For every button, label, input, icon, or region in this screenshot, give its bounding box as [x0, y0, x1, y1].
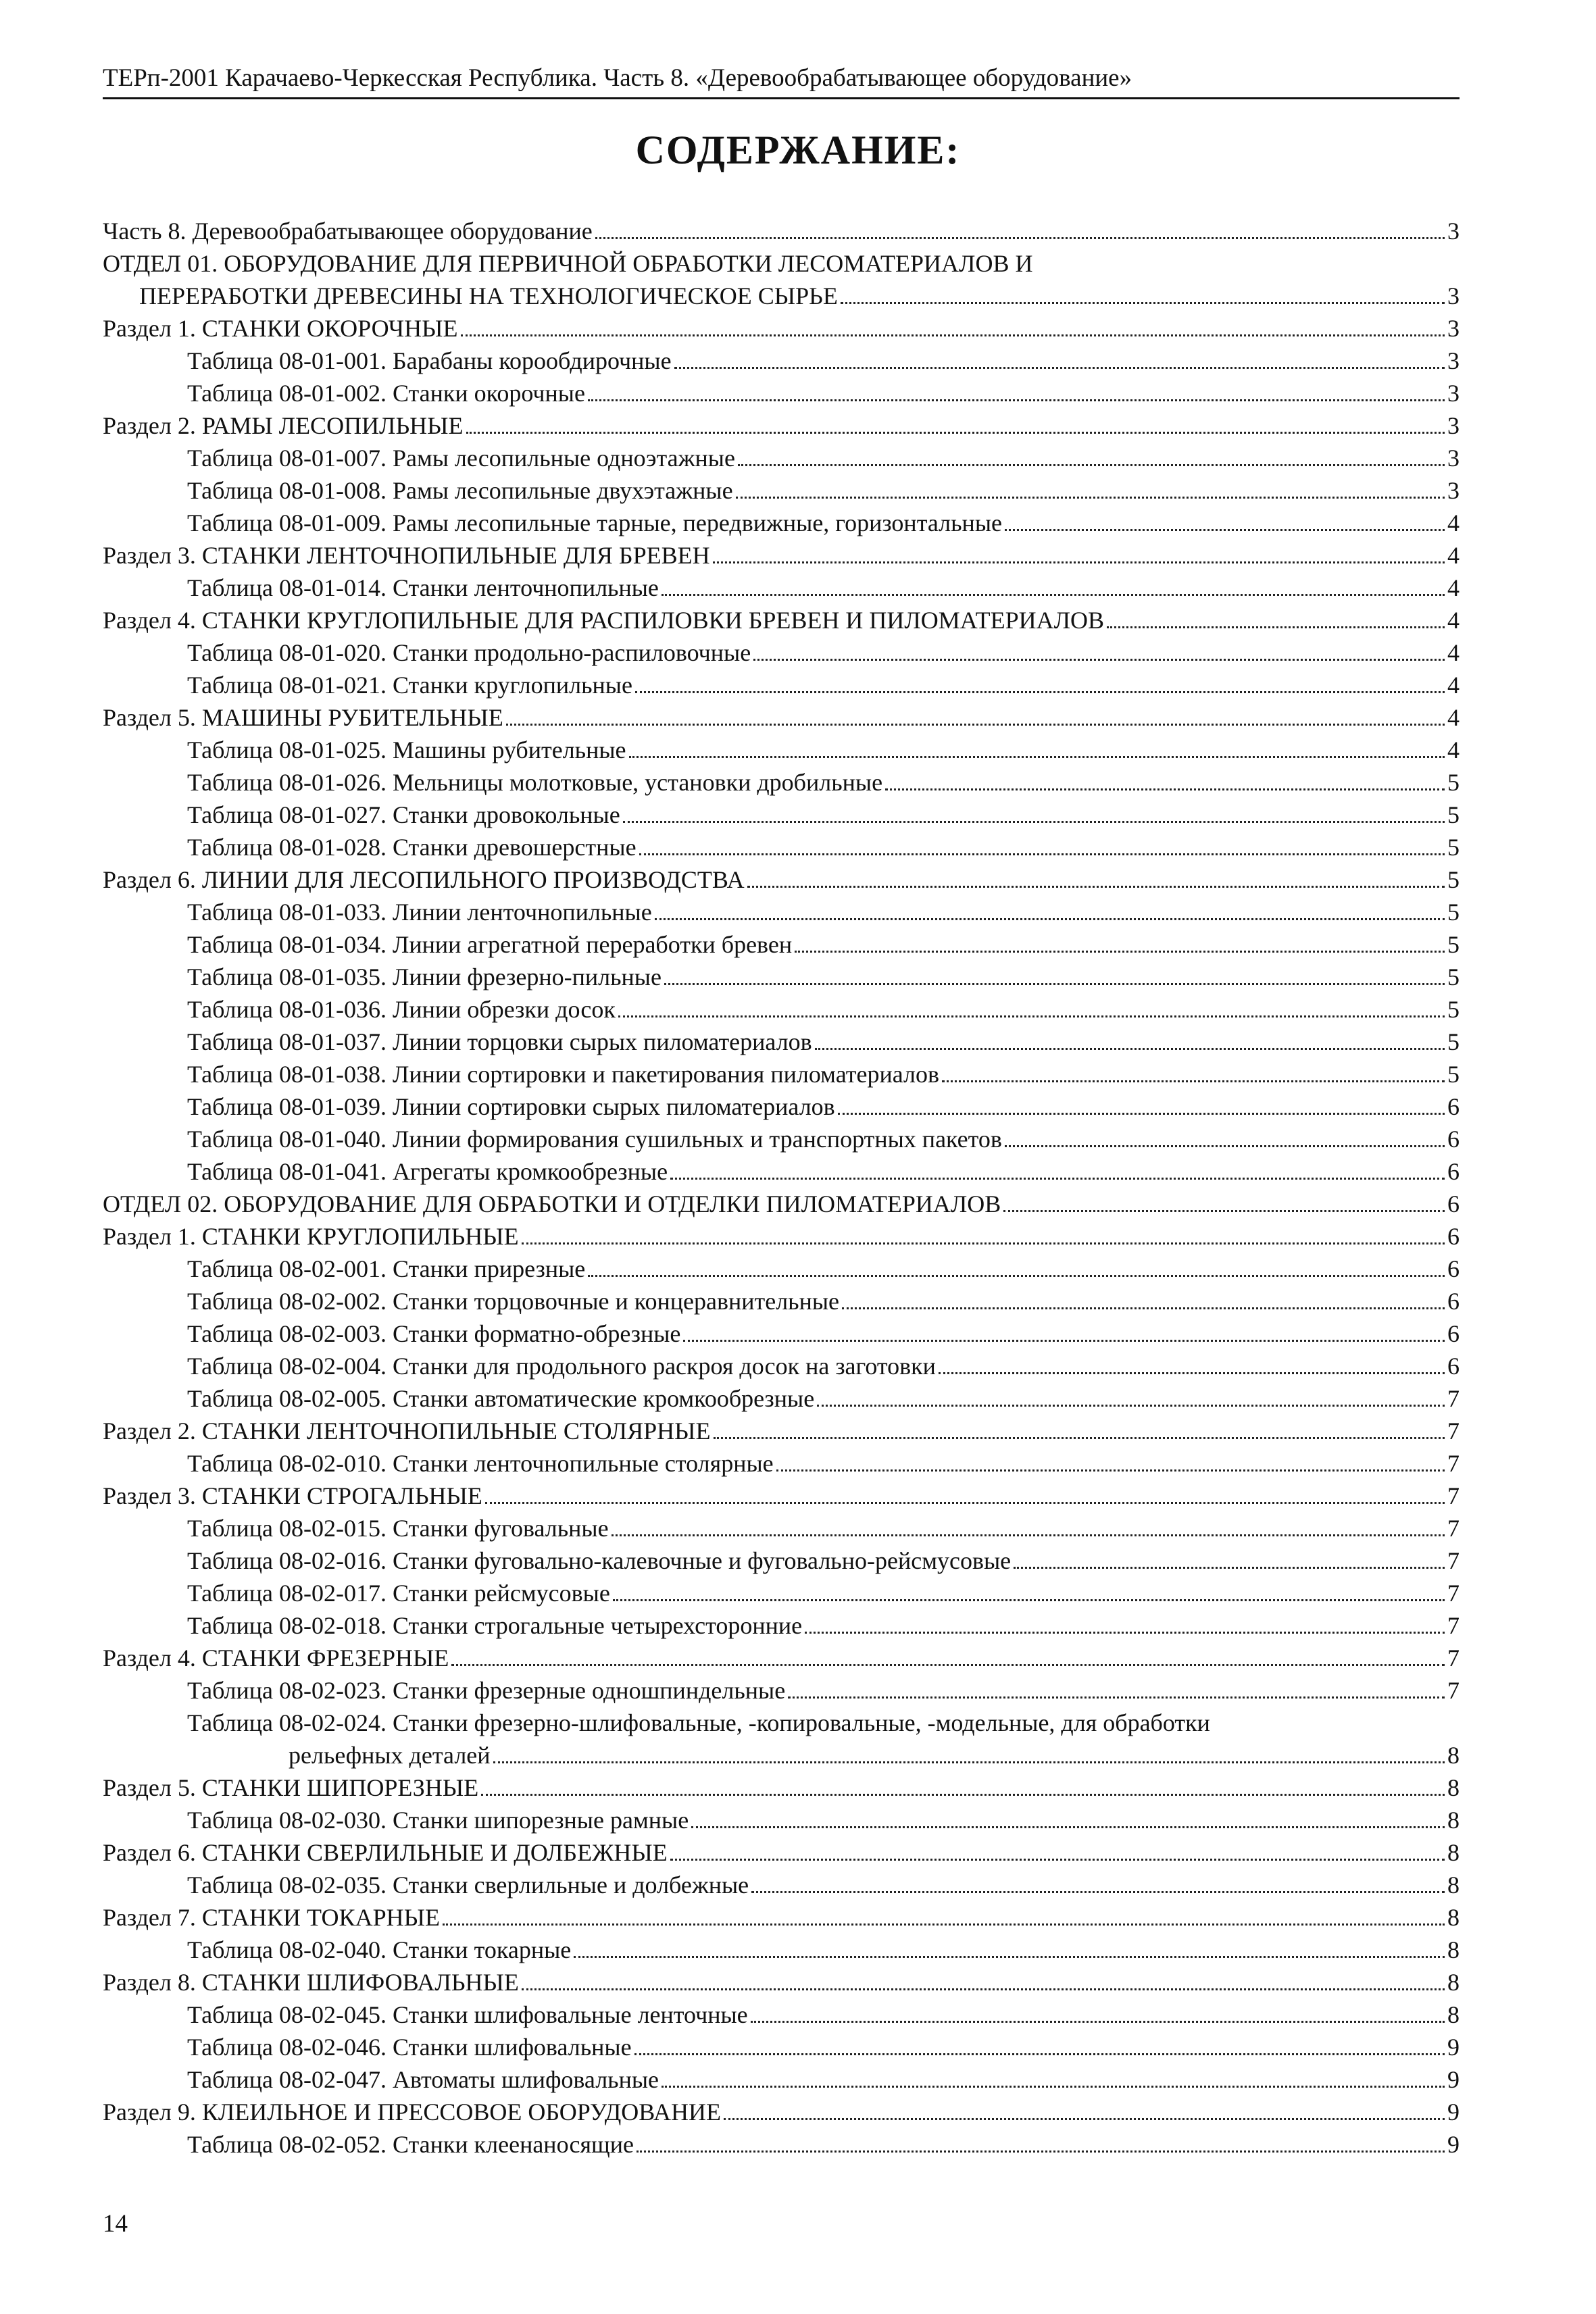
- toc-entry-row: [187, 1512, 1460, 1544]
- dot-leader: [443, 1903, 1445, 1926]
- toc-entry-page: 4: [1447, 607, 1460, 634]
- toc-entry-title: Таблица 08-01-038. Линии сортировки и пакетирования пиломатериалов: [187, 1061, 939, 1088]
- toc-entry-row: [187, 1350, 1460, 1382]
- toc-entry-row: [187, 1577, 1460, 1609]
- dot-leader: [736, 476, 1445, 499]
- toc-entry-title: Раздел 5. МАШИНЫ РУБИТЕЛЬНЫЕ: [103, 704, 503, 731]
- dot-leader: [842, 1287, 1445, 1309]
- toc-entry-row: [187, 928, 1460, 961]
- toc-entry: [103, 1642, 1460, 1674]
- toc-entry-row: [187, 1155, 1460, 1188]
- toc-entry: [103, 312, 1460, 345]
- dot-leader: [662, 2065, 1445, 2088]
- toc-entry-title: Таблица 08-02-023. Станки фрезерные одношпиндельные: [187, 1677, 786, 1704]
- toc-entry-page: 6: [1447, 1255, 1460, 1282]
- toc-entry-title: Таблица 08-01-039. Линии сортировки сырых пиломатериалов: [187, 1093, 835, 1120]
- toc-entry-page: 6: [1447, 1093, 1460, 1120]
- toc-entry: [103, 1415, 1460, 1447]
- toc-entry-row: [187, 1804, 1460, 1836]
- toc-entry: [187, 1285, 1460, 1317]
- dot-leader: [738, 444, 1445, 466]
- toc-entry: [103, 604, 1460, 636]
- toc-entry-page: 4: [1447, 542, 1460, 569]
- toc-entry-row: [103, 1188, 1460, 1220]
- dot-leader: [522, 1222, 1445, 1244]
- toc-entry: [187, 993, 1460, 1026]
- toc-entry-row: [187, 474, 1460, 507]
- toc-entry-page: 9: [1447, 2098, 1460, 2126]
- dot-leader: [451, 1644, 1445, 1666]
- toc-entry-title: Раздел 2. РАМЫ ЛЕСОПИЛЬНЫЕ: [103, 412, 464, 439]
- toc-entry-page: 4: [1447, 574, 1460, 601]
- toc-entry-page: 8: [1447, 1871, 1460, 1898]
- toc-entry-row: [187, 766, 1460, 799]
- toc-entry-title: Таблица 08-02-010. Станки ленточнопильные столярные: [187, 1450, 774, 1477]
- page-number: 14: [103, 2210, 128, 2238]
- dot-leader: [664, 963, 1445, 985]
- dot-leader: [623, 801, 1445, 823]
- toc-entry-title: Таблица 08-01-021. Станки круглопильные: [187, 672, 632, 699]
- toc-entry-row: [187, 2063, 1460, 2096]
- toc-entry: [187, 345, 1460, 377]
- toc-entry-row: [187, 831, 1460, 863]
- toc-entry-page: 8: [1447, 1774, 1460, 1801]
- toc-entry-title: Таблица 08-01-026. Мельницы молотковые, установки дробильные: [187, 769, 883, 796]
- toc-entry-title: Раздел 7. СТАНКИ ТОКАРНЫЕ: [103, 1904, 440, 1931]
- dot-leader: [629, 736, 1445, 758]
- toc-entry-page: 4: [1447, 639, 1460, 666]
- toc-entry-row: [187, 1317, 1460, 1350]
- toc-entry-row: [103, 1836, 1460, 1869]
- dot-leader: [618, 995, 1445, 1017]
- toc-entry: [187, 831, 1460, 863]
- dot-leader: [670, 1838, 1445, 1861]
- dot-leader: [788, 1676, 1445, 1699]
- toc-entry: [187, 928, 1460, 961]
- dot-leader: [493, 1741, 1445, 1763]
- toc-entry-title: Таблица 08-01-041. Агрегаты кромкообрезные: [187, 1158, 668, 1185]
- dot-leader: [634, 2033, 1445, 2055]
- toc-entry-row: [187, 896, 1460, 928]
- dot-leader: [655, 898, 1445, 920]
- toc-entry-row: [103, 1480, 1460, 1512]
- toc-entry: [103, 1220, 1460, 1253]
- toc-entry-page: 5: [1447, 931, 1460, 958]
- toc-entry-row: [187, 1609, 1460, 1642]
- toc-entry: [103, 2096, 1460, 2128]
- toc-entry-page: 5: [1447, 866, 1460, 893]
- toc-entry-title: Таблица 08-02-045. Станки шлифовальные ленточные: [187, 2001, 748, 2028]
- dot-leader: [1003, 1190, 1445, 1212]
- toc-entry-title: Таблица 08-02-052. Станки клеенаносящие: [187, 2131, 634, 2158]
- toc-entry-page: 7: [1447, 1644, 1460, 1671]
- toc-entry-row: [187, 636, 1460, 669]
- toc-entry: [187, 572, 1460, 604]
- toc-entry-page: 4: [1447, 672, 1460, 699]
- toc-entry-title: Таблица 08-01-037. Линии торцовки сырых пиломатериалов: [187, 1028, 812, 1055]
- toc-entry-title: Раздел 6. ЛИНИИ ДЛЯ ЛЕСОПИЛЬНОГО ПРОИЗВОДСТВА: [103, 866, 745, 893]
- toc-entry-title: ПЕРЕРАБОТКИ ДРЕВЕСИНЫ НА ТЕХНОЛОГИЧЕСКОЕ СЫРЬЕ: [139, 282, 838, 309]
- toc-entry: [187, 1317, 1460, 1350]
- toc-entry: [103, 701, 1460, 734]
- toc-entry-row: [103, 701, 1460, 734]
- toc-entry-title: Таблица 08-02-016. Станки фуговально-калевочные и фуговально-рейсмусовые: [187, 1547, 1012, 1574]
- toc-entry-page: 5: [1447, 769, 1460, 796]
- toc-entry-row: [187, 1253, 1460, 1285]
- table-of-contents: [103, 215, 1460, 2161]
- toc-entry-page: 4: [1447, 509, 1460, 536]
- toc-entry: [103, 215, 1460, 247]
- toc-entry-title: Часть 8. Деревообрабатывающее оборудование: [103, 218, 593, 245]
- dot-leader: [724, 2098, 1445, 2120]
- dot-leader: [1014, 1546, 1445, 1569]
- toc-entry: [187, 442, 1460, 474]
- dot-leader: [683, 1319, 1445, 1342]
- dot-leader: [691, 1806, 1445, 1828]
- toc-entry: [187, 1447, 1460, 1480]
- dot-leader: [751, 1871, 1445, 1893]
- toc-entry: [187, 1869, 1460, 1901]
- toc-entry-title: Таблица 08-02-005. Станки автоматические кромкообрезные: [187, 1385, 815, 1412]
- toc-entry-page: 5: [1447, 899, 1460, 926]
- dot-leader: [637, 2130, 1445, 2153]
- dot-leader: [751, 2001, 1445, 2023]
- toc-entry-title: Раздел 6. СТАНКИ СВЕРЛИЛЬНЫЕ И ДОЛБЕЖНЫЕ: [103, 1839, 668, 1866]
- dot-leader: [838, 1092, 1445, 1115]
- toc-entry-title: Раздел 3. СТАНКИ СТРОГАЛЬНЫЕ: [103, 1482, 482, 1509]
- toc-entry-row: [187, 1058, 1460, 1090]
- toc-entry-row: [103, 1966, 1460, 1998]
- toc-entry-row: [187, 345, 1460, 377]
- toc-entry-title: Таблица 08-02-018. Станки строгальные четырехсторонние: [187, 1612, 803, 1639]
- toc-entry-title: Раздел 5. СТАНКИ ШИПОРЕЗНЫЕ: [103, 1774, 479, 1801]
- toc-entry: [187, 2128, 1460, 2161]
- dot-leader: [776, 1449, 1445, 1472]
- toc-entry-title: Раздел 4. СТАНКИ ФРЕЗЕРНЫЕ: [103, 1644, 449, 1671]
- toc-entry-row: [187, 993, 1460, 1026]
- dot-leader: [485, 1482, 1445, 1504]
- toc-entry: [187, 1934, 1460, 1966]
- toc-entry-row: [187, 2031, 1460, 2063]
- toc-entry-title: Таблица 08-02-015. Станки фуговальные: [187, 1515, 609, 1542]
- toc-entry-page: 7: [1447, 1547, 1460, 1574]
- toc-entry-row: [187, 377, 1460, 409]
- dot-leader: [1005, 1125, 1445, 1147]
- toc-entry-page: 9: [1447, 2131, 1460, 2158]
- toc-entry-title: Таблица 08-01-014. Станки ленточнопильные: [187, 574, 659, 601]
- toc-entry-title: Таблица 08-02-046. Станки шлифовальные: [187, 2034, 632, 2061]
- dot-leader: [1005, 509, 1445, 531]
- toc-entry-row: [187, 2128, 1460, 2161]
- toc-entry-row: [187, 1026, 1460, 1058]
- dot-leader: [466, 411, 1445, 434]
- toc-entry-title: Таблица 08-01-008. Рамы лесопильные двухэтажные: [187, 477, 733, 504]
- dot-leader: [522, 1968, 1445, 1990]
- toc-entry-title: Таблица 08-01-020. Станки продольно-распиловочные: [187, 639, 751, 666]
- toc-entry: [187, 1674, 1460, 1707]
- toc-entry-title: Таблица 08-01-002. Станки окорочные: [187, 380, 585, 407]
- dot-leader: [753, 638, 1445, 661]
- toc-entry-row: [187, 799, 1460, 831]
- toc-entry-title: Раздел 1. СТАНКИ КРУГЛОПИЛЬНЫЕ: [103, 1223, 519, 1250]
- dot-leader: [481, 1774, 1445, 1796]
- toc-entry-row: [103, 1220, 1460, 1253]
- toc-entry: [187, 1544, 1460, 1577]
- toc-entry-title: Раздел 1. СТАНКИ ОКОРОЧНЫЕ: [103, 315, 458, 342]
- toc-entry: [187, 1707, 1460, 1771]
- dot-leader: [574, 1936, 1445, 1958]
- toc-entry-row: [187, 669, 1460, 701]
- toc-entry-row: [103, 1642, 1460, 1674]
- toc-entry-page: 4: [1447, 736, 1460, 763]
- toc-entry-title: Таблица 08-01-035. Линии фрезерно-пильные: [187, 963, 662, 990]
- dot-leader: [662, 574, 1445, 596]
- dot-leader: [639, 833, 1445, 855]
- toc-entry: [187, 734, 1460, 766]
- toc-entry-row: [103, 539, 1460, 572]
- running-header: ТЕРп-2001 Карачаево-Черкесская Республика. Часть 8. «Деревообрабатывающее оборудование»: [103, 62, 1460, 99]
- toc-entry-title: Таблица 08-01-040. Линии формирования сушильных и транспортных пакетов: [187, 1126, 1002, 1153]
- toc-entry-title: Таблица 08-01-009. Рамы лесопильные тарные, передвижные, горизонтальные: [187, 509, 1002, 536]
- toc-entry: [187, 799, 1460, 831]
- toc-entry-page: 6: [1447, 1223, 1460, 1250]
- toc-entry-row: [187, 1998, 1460, 2031]
- toc-entry-title: Раздел 2. СТАНКИ ЛЕНТОЧНОПИЛЬНЫЕ СТОЛЯРНЫЕ: [103, 1417, 711, 1444]
- toc-entry-row: [103, 863, 1460, 896]
- toc-entry-page: 5: [1447, 1028, 1460, 1055]
- toc-entry-page: 6: [1447, 1190, 1460, 1217]
- toc-entry-row: [187, 1285, 1460, 1317]
- toc-entry-row: [103, 1771, 1460, 1804]
- dot-leader: [942, 1060, 1445, 1082]
- toc-entry-page: 7: [1447, 1580, 1460, 1607]
- toc-entry: [103, 1188, 1460, 1220]
- toc-entry-title: Таблица 08-01-034. Линии агрегатной переработки бревен: [187, 931, 793, 958]
- toc-entry-page: 3: [1447, 445, 1460, 472]
- toc-entry-page: 5: [1447, 963, 1460, 990]
- toc-entry-row: [187, 1739, 1460, 1771]
- dot-leader: [747, 865, 1445, 888]
- toc-entry-title: Таблица 08-01-001. Барабаны корообдирочные: [187, 347, 672, 374]
- dot-leader: [670, 1157, 1445, 1180]
- toc-entry-first-line: Таблица 08-02-024. Станки фрезерно-шлифовальные, -копировальные, -модельные, для обработки: [187, 1709, 1210, 1736]
- toc-entry-title: Таблица 08-02-004. Станки для продольного раскроя досок на заготовки: [187, 1353, 936, 1380]
- toc-entry-row: [103, 1415, 1460, 1447]
- toc-entry-page: 6: [1447, 1353, 1460, 1380]
- toc-entry-page: 5: [1447, 996, 1460, 1023]
- toc-entry-page: 8: [1447, 1742, 1460, 1769]
- toc-entry: [187, 1026, 1460, 1058]
- toc-entry-page: 8: [1447, 1969, 1460, 1996]
- toc-entry-page: 5: [1447, 834, 1460, 861]
- toc-entry-page: 6: [1447, 1158, 1460, 1185]
- dot-leader: [674, 347, 1445, 369]
- toc-entry-row: [103, 215, 1460, 247]
- toc-entry-page: 3: [1447, 412, 1460, 439]
- toc-entry-page: 4: [1447, 704, 1460, 731]
- toc-entry-row: [103, 604, 1460, 636]
- dot-leader: [588, 379, 1445, 401]
- toc-entry-title: Таблица 08-01-028. Станки древошерстные: [187, 834, 637, 861]
- toc-entry-page: 7: [1447, 1612, 1460, 1639]
- toc-entry: [187, 1058, 1460, 1090]
- toc-entry-row: [103, 409, 1460, 442]
- toc-entry-page: 9: [1447, 2034, 1460, 2061]
- toc-entry-row: [187, 572, 1460, 604]
- toc-entry-title: Раздел 9. КЛЕИЛЬНОЕ И ПРЕССОВОЕ ОБОРУДОВАНИЕ: [103, 2098, 722, 2126]
- toc-entry-page: 3: [1447, 315, 1460, 342]
- dot-leader: [713, 541, 1445, 563]
- toc-entry: [187, 1577, 1460, 1609]
- toc-entry: [187, 766, 1460, 799]
- toc-entry-page: 7: [1447, 1677, 1460, 1704]
- toc-entry: [187, 1090, 1460, 1123]
- toc-entry-title: Раздел 3. СТАНКИ ЛЕНТОЧНОПИЛЬНЫЕ ДЛЯ БРЕВЕН: [103, 542, 710, 569]
- toc-entry-title: Таблица 08-02-030. Станки шипорезные рамные: [187, 1807, 689, 1834]
- toc-entry: [187, 2063, 1460, 2096]
- toc-entry: [187, 636, 1460, 669]
- toc-entry: [187, 961, 1460, 993]
- toc-entry-title: Таблица 08-02-002. Станки торцовочные и концеравнительные: [187, 1288, 840, 1315]
- dot-leader: [885, 768, 1445, 790]
- toc-entry-title: Таблица 08-01-033. Линии ленточнопильные: [187, 899, 652, 926]
- dot-leader: [612, 1514, 1445, 1536]
- dot-leader: [714, 1417, 1445, 1439]
- toc-entry: [103, 1836, 1460, 1869]
- toc-entry: [187, 669, 1460, 701]
- dot-leader: [1107, 606, 1445, 628]
- toc-entry-page: 5: [1447, 1061, 1460, 1088]
- dot-leader: [795, 930, 1445, 953]
- toc-entry-page: 6: [1447, 1126, 1460, 1153]
- toc-entry-page: 3: [1447, 282, 1460, 309]
- toc-entry-page: 6: [1447, 1288, 1460, 1315]
- dot-leader: [817, 1384, 1445, 1407]
- toc-entry-row: [187, 442, 1460, 474]
- toc-entry: [187, 1382, 1460, 1415]
- dot-leader: [635, 671, 1445, 693]
- toc-entry: [187, 377, 1460, 409]
- toc-entry-page: 8: [1447, 1936, 1460, 1963]
- toc-entry-row: [187, 1123, 1460, 1155]
- toc-entry-first-line: ОТДЕЛ 01. ОБОРУДОВАНИЕ ДЛЯ ПЕРВИЧНОЙ ОБРАБОТКИ ЛЕСОМАТЕРИАЛОВ И: [103, 250, 1033, 277]
- toc-entry-row: [103, 1901, 1460, 1934]
- toc-entry-page: 7: [1447, 1450, 1460, 1477]
- toc-entry: [103, 1966, 1460, 1998]
- dot-leader: [815, 1028, 1445, 1050]
- toc-entry: [103, 1771, 1460, 1804]
- dot-leader: [595, 217, 1445, 239]
- toc-entry-row: [187, 1869, 1460, 1901]
- toc-entry-page: 7: [1447, 1417, 1460, 1444]
- dot-leader: [588, 1255, 1445, 1277]
- toc-entry-row: [103, 280, 1460, 312]
- dot-leader: [461, 314, 1445, 336]
- toc-entry-page: 5: [1447, 801, 1460, 828]
- toc-entry: [187, 2031, 1460, 2063]
- toc-entry-title: Таблица 08-02-017. Станки рейсмусовые: [187, 1580, 610, 1607]
- toc-entry: [103, 409, 1460, 442]
- toc-entry-page: 8: [1447, 2001, 1460, 2028]
- toc-entry: [187, 1253, 1460, 1285]
- toc-entry: [187, 896, 1460, 928]
- toc-entry: [103, 1480, 1460, 1512]
- toc-entry-page: 7: [1447, 1385, 1460, 1412]
- toc-entry-row: [187, 1934, 1460, 1966]
- toc-entry-row: [187, 1447, 1460, 1480]
- toc-entry-title: Раздел 8. СТАНКИ ШЛИФОВАЛЬНЫЕ: [103, 1969, 519, 1996]
- toc-entry-page: 9: [1447, 2066, 1460, 2093]
- toc-entry: [187, 507, 1460, 539]
- toc-entry-page: 3: [1447, 218, 1460, 245]
- toc-entry: [187, 1804, 1460, 1836]
- toc-entry-page: 3: [1447, 380, 1460, 407]
- toc-entry-row: [187, 1090, 1460, 1123]
- toc-entry-title: Раздел 4. СТАНКИ КРУГЛОПИЛЬНЫЕ ДЛЯ РАСПИЛОВКИ БРЕВЕН И ПИЛОМАТЕРИАЛОВ: [103, 607, 1105, 634]
- toc-entry: [187, 1123, 1460, 1155]
- toc-entry-page: 6: [1447, 1320, 1460, 1347]
- dot-leader: [939, 1352, 1445, 1374]
- toc-entry: [103, 1901, 1460, 1934]
- toc-entry: [103, 247, 1460, 312]
- toc-entry-page: 7: [1447, 1515, 1460, 1542]
- toc-entry-page: 8: [1447, 1807, 1460, 1834]
- dot-leader: [613, 1579, 1445, 1601]
- page-title: СОДЕРЖАНИЕ:: [635, 128, 961, 172]
- toc-entry-page: 8: [1447, 1839, 1460, 1866]
- toc-entry-row: [187, 961, 1460, 993]
- toc-entry: [187, 1350, 1460, 1382]
- toc-entry: [187, 1155, 1460, 1188]
- toc-entry: [187, 1512, 1460, 1544]
- toc-entry-page: 7: [1447, 1482, 1460, 1509]
- toc-entry-row: [187, 507, 1460, 539]
- toc-entry-page: 3: [1447, 477, 1460, 504]
- toc-entry-row: [187, 734, 1460, 766]
- toc-entry-title: Таблица 08-02-035. Станки сверлильные и долбежные: [187, 1871, 749, 1898]
- toc-entry-row: [103, 312, 1460, 345]
- toc-entry-title: Таблица 08-01-027. Станки дровокольные: [187, 801, 620, 828]
- toc-entry: [103, 863, 1460, 896]
- dot-leader: [506, 703, 1445, 726]
- toc-entry-title: ОТДЕЛ 02. ОБОРУДОВАНИЕ ДЛЯ ОБРАБОТКИ И ОТДЕЛКИ ПИЛОМАТЕРИАЛОВ: [103, 1190, 1001, 1217]
- toc-entry-title: Таблица 08-01-007. Рамы лесопильные одноэтажные: [187, 445, 735, 472]
- toc-entry-row: [187, 1674, 1460, 1707]
- toc-entry-page: 8: [1447, 1904, 1460, 1931]
- toc-entry-title: Таблица 08-01-025. Машины рубительные: [187, 736, 626, 763]
- toc-entry-row: [187, 1544, 1460, 1577]
- toc-entry-row: [187, 1382, 1460, 1415]
- toc-entry-title: Таблица 08-02-001. Станки прирезные: [187, 1255, 586, 1282]
- toc-entry: [103, 539, 1460, 572]
- toc-entry-title: Таблица 08-01-036. Линии обрезки досок: [187, 996, 616, 1023]
- toc-entry: [187, 1609, 1460, 1642]
- toc-entry-title: Таблица 08-02-047. Автоматы шлифовальные: [187, 2066, 659, 2093]
- toc-entry-row: [103, 2096, 1460, 2128]
- toc-entry: [187, 474, 1460, 507]
- dot-leader: [841, 282, 1445, 304]
- toc-entry-title: Таблица 08-02-003. Станки форматно-обрезные: [187, 1320, 681, 1347]
- dot-leader: [805, 1611, 1445, 1634]
- toc-entry-title: рельефных деталей: [289, 1742, 491, 1769]
- toc-entry-title: Таблица 08-02-040. Станки токарные: [187, 1936, 572, 1963]
- toc-entry-page: 3: [1447, 347, 1460, 374]
- toc-entry: [187, 1998, 1460, 2031]
